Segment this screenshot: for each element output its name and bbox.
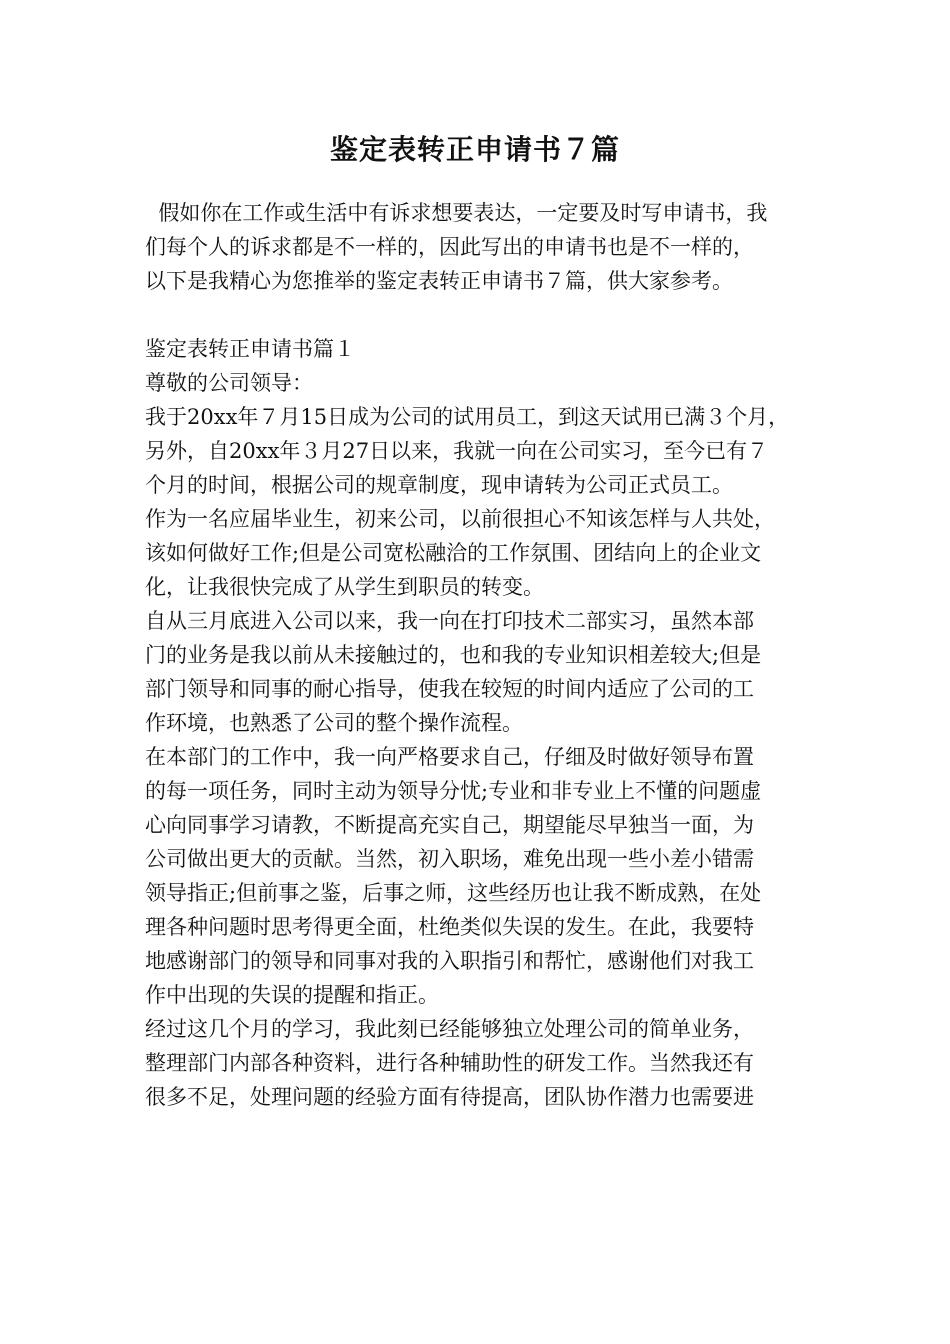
text-line: 作为一名应届毕业生，初来公司，以前很担心不知该怎样与人共处，: [145, 507, 775, 531]
text-line: 作环境，也熟悉了公司的整个操作流程。: [145, 711, 523, 735]
body-paragraph: [145, 400, 825, 502]
text-line: 在本部门的工作中，我一向严格要求自己，仔细及时做好领导布置: [145, 745, 754, 769]
text-line: 自从三月底进入公司以来，我一向在打印技术二部实习，虽然本部: [145, 609, 754, 633]
text-line: 很多不足，处理问题的经验方面有待提高，团队协作潜力也需要进: [145, 1085, 754, 1109]
text-line: 整理部门内部各种资料，进行各种辅助性的研发工作。当然我还有: [145, 1051, 754, 1075]
text-line: 的每一项任务，同时主动为领导分忧;专业和非专业上不懂的问题虚: [145, 779, 762, 803]
salutation: 尊敬的公司领导：: [145, 371, 313, 395]
body-paragraph: [145, 604, 825, 740]
intro-paragraph: [145, 196, 825, 298]
text-line: 经过这几个月的学习，我此刻已经能够独立处理公司的简单业务，: [145, 1017, 754, 1041]
blank-line: [145, 298, 825, 332]
section-heading: 鉴定表转正申请书篇１: [145, 337, 355, 361]
body-paragraph: [145, 1012, 825, 1114]
text-line: 我于20xx年７月15日成为公司的试用员工，到这天试用已满３个月，: [145, 405, 790, 429]
text-line: 另外，自20xx年３月27日以来，我就一向在公司实习，至今已有７: [145, 439, 769, 463]
text-line: 门的业务是我以前从未接触过的，也和我的专业知识相差较大;但是: [145, 643, 762, 667]
text-line: 公司做出更大的贡献。当然，初入职场，难免出现一些小差小错需: [145, 847, 754, 871]
text-line: 该如何做好工作;但是公司宽松融洽的工作氛围、团结向上的企业文: [145, 541, 762, 565]
text-line: 化，让我很快完成了从学生到职员的转变。: [145, 575, 544, 599]
text-line: 领导指正;但前事之鉴，后事之师，这些经历也让我不断成熟，在处: [145, 881, 762, 905]
body-paragraph: [145, 502, 825, 604]
text-line: 理各种问题时思考得更全面，杜绝类似失误的发生。在此，我要特: [145, 915, 754, 939]
text-line: 心向同事学习请教，不断提高充实自己，期望能尽早独当一面，为: [145, 813, 754, 837]
text-line: 部门领导和同事的耐心指导，使我在较短的时间内适应了公司的工: [145, 677, 754, 701]
document-body: [145, 196, 825, 1114]
text-line: 地感谢部门的领导和同事对我的入职指引和帮忙，感谢他们对我工: [145, 949, 754, 973]
text-line: 假如你在工作或生活中有诉求想要表达，一定要及时写申请书，我: [145, 201, 768, 225]
document-title: 鉴定表转正申请书７篇: [329, 133, 620, 166]
body-paragraph: [145, 740, 825, 1012]
text-line: 们每个人的诉求都是不一样的，因此写出的申请书也是不一样的，: [145, 235, 754, 259]
text-line: 以下是我精心为您推举的鉴定表转正申请书７篇，供大家参考。: [145, 269, 733, 293]
text-line: 作中出现的失误的提醒和指正。: [145, 983, 439, 1007]
text-line: 个月的时间，根据公司的规章制度，现申请转为公司正式员工。: [145, 473, 733, 497]
